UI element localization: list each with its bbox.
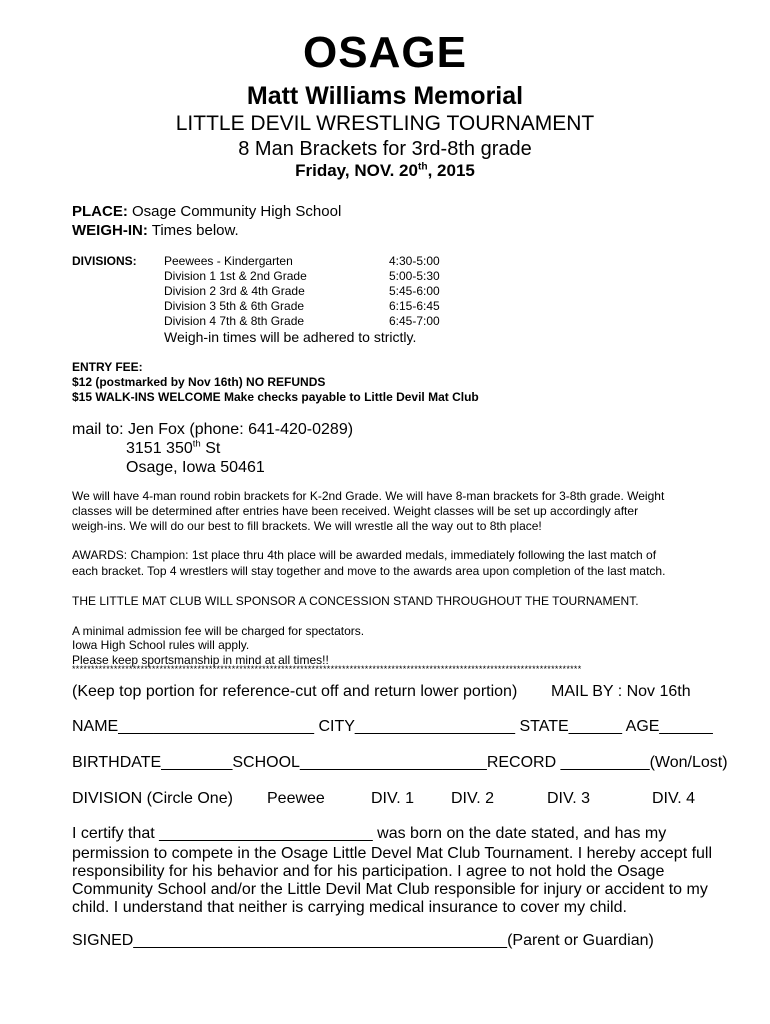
division-name: Division 3 5th & 6th Grade	[164, 299, 305, 313]
event-date	[0, 161, 770, 181]
certify-line: child. I understand that neither is carrying medical insurance to cover my child.	[72, 899, 627, 916]
division-time: 4:30-5:00	[389, 254, 440, 268]
division-option-div3[interactable]: DIV. 3	[547, 790, 590, 807]
paragraph-line: classes will be determined after entries have been received. Weight classes will be set up accordingly after	[72, 504, 639, 518]
mail-to-line: mail to: Jen Fox (phone: 641-420-0289)	[72, 421, 354, 438]
weigh-in-label: WEIGH-IN:	[72, 222, 148, 239]
place-line	[72, 203, 341, 220]
division-name: Division 4 7th & 8th Grade	[164, 314, 305, 328]
division-option-peewee[interactable]: Peewee	[267, 790, 325, 807]
event-date-sup: th	[417, 161, 428, 173]
admission-line: A minimal admission fee will be charged for spectators.	[72, 624, 365, 638]
certify-line: responsibility for his behavior and for his participation. I agree to not hold the Osage	[72, 863, 665, 880]
mail-city: Osage, Iowa 50461	[126, 459, 265, 476]
division-option-div1[interactable]: DIV. 1	[371, 790, 414, 807]
page-title: OSAGE	[303, 28, 467, 77]
mail-street	[126, 440, 220, 458]
division-option-div4[interactable]: DIV. 4	[652, 790, 695, 807]
paragraph-line: weigh-ins. We will do our best to fill brackets. We will wrestle all the way out to 8th place!	[72, 519, 542, 533]
entry-fee-line: $12 (postmarked by Nov 16th) NO REFUNDS	[72, 375, 326, 389]
place-value: Osage Community High School	[127, 203, 342, 220]
division-name: Division 2 3rd & 4th Grade	[164, 284, 305, 298]
mail-street-number: 3151 350	[126, 440, 193, 457]
division-time: 5:45-6:00	[389, 284, 440, 298]
concession-notice: THE LITTLE MAT CLUB WILL SPONSOR A CONCESSION STAND THROUGHOUT THE TOURNAMENT.	[72, 594, 639, 608]
weigh-in-note: Weigh-in times will be adhered to strictly.	[164, 329, 417, 345]
certify-line: Community School and/or the Little Devil Mat Club responsible for injury or accident to my	[72, 881, 708, 898]
event-date-year: , 2015	[427, 161, 475, 180]
certify-line[interactable]: I certify that ________________________ was born on the date stated, and has my	[72, 825, 667, 842]
name-city-state-age-fields[interactable]: NAME______________________ CITY__________________ STATE______ AGE______	[72, 718, 713, 735]
entry-fee-line: $15 WALK-INS WELCOME Make checks payable to Little Devil Mat Club	[72, 390, 479, 404]
certify-line: permission to compete in the Osage Little Devel Mat Club Tournament. I hereby accept full	[72, 845, 713, 862]
paragraph-line: We will have 4-man round robin brackets for K-2nd Grade. We will have 8-man brackets for 3-8th grade. Weight	[72, 489, 665, 503]
tournament-title: LITTLE DEVIL WRESTLING TOURNAMENT	[175, 112, 595, 135]
admission-line: Iowa High School rules will apply.	[72, 638, 250, 652]
mail-by-deadline: MAIL BY : Nov 16th	[551, 683, 691, 700]
signature-field[interactable]: SIGNED__________________________________________(Parent or Guardian)	[72, 932, 654, 949]
admission-line: Please keep sportsmanship in mind at all times!!	[72, 653, 329, 667]
divisions-label: DIVISIONS:	[72, 254, 137, 268]
paragraph-line: each bracket. Top 4 wrestlers will stay together and move to the awards area upon completion of the last match.	[72, 564, 666, 578]
division-name: Peewees - Kindergarten	[164, 254, 293, 268]
cut-separator: **************************************************************************************************************************************	[72, 664, 582, 674]
event-date-main: Friday, NOV. 20	[295, 161, 418, 180]
weigh-in-line	[72, 222, 239, 239]
keep-top-instruction: (Keep top portion for reference-cut off and return lower portion)	[72, 683, 518, 700]
place-label: PLACE:	[72, 203, 128, 220]
birthdate-school-record-fields[interactable]: BIRTHDATE________SCHOOL_____________________RECORD __________(Won/Lost)	[72, 754, 728, 771]
mail-street-sup: th	[192, 438, 201, 450]
entry-fee-label: ENTRY FEE:	[72, 360, 143, 374]
brackets-subtitle: 8 Man Brackets for 3rd-8th grade	[238, 138, 532, 160]
mail-street-suffix: St	[200, 440, 221, 457]
memorial-title: Matt Williams Memorial	[246, 82, 524, 110]
division-time: 5:00-5:30	[389, 269, 440, 283]
paragraph-line: AWARDS: Champion: 1st place thru 4th place will be awarded medals, immediately following the last match of	[72, 548, 657, 562]
division-option-div2[interactable]: DIV. 2	[451, 790, 494, 807]
division-choice-label: DIVISION (Circle One)	[72, 790, 233, 807]
division-time: 6:15-6:45	[389, 299, 440, 313]
division-time: 6:45-7:00	[389, 314, 440, 328]
division-name: Division 1 1st & 2nd Grade	[164, 269, 307, 283]
weigh-in-value: Times below.	[147, 222, 239, 239]
